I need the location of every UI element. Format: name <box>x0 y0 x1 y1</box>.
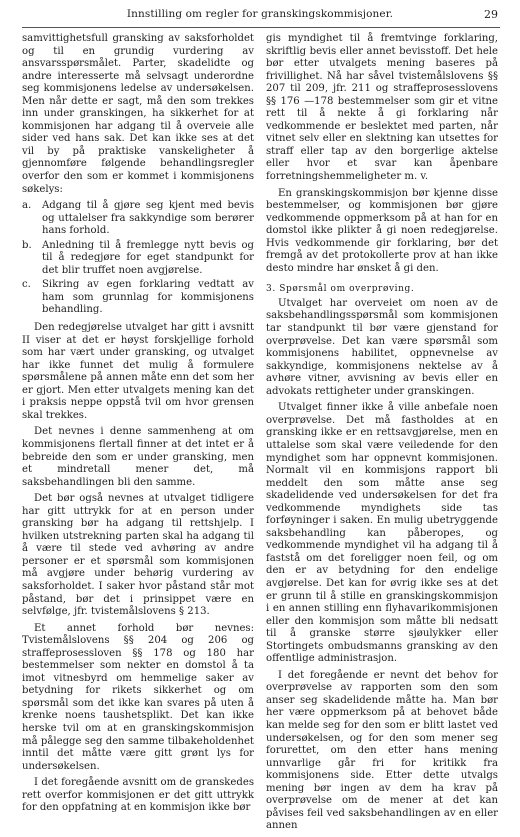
list-marker: b. <box>22 239 32 251</box>
list-item <box>22 200 254 238</box>
paragraph: Et annet forhold bør nevnes: Tvistemålslovens §§ 204 og 206 og straffeprosessloven §§ 178 og 180 har bestemmelser som nekter en domstol å ta imot vitnesbyrd om hemmelige saker av betydning for rikets sikkerhet og om spørsmål som det ikke kan svares på uten å krenke noens taushetsplikt. Det kan ikke herske tvil om at en granskingskommisjon må pålegge seg den samme tilbakeholdenhet inntil det måtte være gitt grønt lys for undersøkelsen. <box>22 622 254 772</box>
list-marker: c. <box>22 279 31 291</box>
paragraph: Det bør også nevnes at utvalget tidligere har gitt uttrykk for at en person under gransking bør ha adgang til rettshjelp. I hvilken utstrekning parten skal ha adgang til å være til stede ved avhøring av andre personer er et spørsmål som kommisjonen må avgjøre under behørig vurdering av saksforholdet. I saker hvor påstand står mot påstand, bør det i prinsippet være en selvfølge, jfr. tvistemålslovens § 213. <box>22 493 254 618</box>
list-item-text: Anledning til å fremlegge nytt bevis og til å redegjøre for eget standpunkt for det blir truffet noen avgjørelse. <box>42 239 254 276</box>
left-column <box>22 33 254 819</box>
paragraph: gis myndighet til å fremtvinge forklaring, skriftlig bevis eller annet bevisstoff. Det hele bør etter utvalgets mening baseres på frivillighet. Nå har såvel tvistemålslovens §§ 207 til 209, jfr. 211 og straffeprosesslovens §§ 176 —178 bestemmelser som gir et vitne rett til å nekte å gi forklaring når vedkommende er beslektet med parten, når vitnet selv eller en slektning kan utsettes for straff eller tap av den borgerlige aktelse eller hvor et svar kan åpenbare forretningshemmeligheter m. v. <box>266 33 498 183</box>
paragraph: En granskingskommisjon bør kjenne disse bestemmelser, og kommisjonen bør gjøre vedkommende oppmerksom på at han for en domstol ikke plikter å gi noen redegjørelse. Hvis vedkommende gir forklaring, bør det fremgå av det protokollerte prov at han ikke desto mindre har ønsket å gi den. <box>266 187 498 274</box>
list-marker: a. <box>22 200 32 212</box>
list-item-text: Sikring av egen forklaring vedtatt av ham som grunnlag for kommisjonens behandling. <box>42 279 254 316</box>
running-title: Innstilling om regler for granskingskommisjoner. <box>126 8 394 20</box>
paragraph: Utvalget finner ikke å ville anbefale noen overprøvelse. Det må fastholdes at en gransking ikke er en rettsavgjørelse, men en uttalelse som skal være veiledende for den myndighet som har oppnevnt kommisjonen. Normalt vil en kommisjons rapport bli meddelt den som måtte anse seg skadelidende ved undersøkelsen for det fra vedkommende myndighets side tas forføyninger i saken. En mulig ubetryggende saksbehandling kan påberopes, og vedkommende myndighet vil ha adgang til å faststå om det foreligger noen feil, og om den er av betydning for den endelige avgjørelse. Det kan for øvrig ikke ses at det er grunn til å stille en granskingskommisjon i en annen stilling enn flyhavarikommisjonen eller den kommisjon som måtte bli nedsatt til å granske større sjøulykker eller Stortingets ombudsmanns gransking av den offentlige administrasjon. <box>266 402 498 665</box>
paragraph: I det foregående avsnitt om de granskedes rett overfor kommisjonen er det gitt uttrykk for den oppfatning at en kommisjon ikke bør <box>22 777 254 814</box>
right-column <box>266 33 498 837</box>
procedure-list <box>22 200 254 317</box>
list-item <box>22 279 254 317</box>
paragraph: samvittighetsfull gransking av saksforholdet og til en grundig vurdering av ansvarsspørsmålet. Parter, skadelidte og andre interesserte må selvsagt underordne seg kommisjonens ledelse av undersøkelsen. Men når dette er sagt, må den som trekkes inn under granskingen, ha sikkerhet for at kommisjonen har adgang til å overveie alle sider ved hans sak. Det kan ikke ses at det vil by på praktiske vanskeligheter å gjennomføre følgende behandlingsregler overfor den som er kommet i kommisjonens søkelys: <box>22 33 254 195</box>
paragraph: I det foregående er nevnt det behov for overprøvelse av rapporten som den som anser seg skadelidende måtte ha. Man bør her være oppmerksom på at behovet både kan melde seg for den som er blitt lastet ved undersøkelsen, og for den som mener seg forurettet, om den etter hans mening unnvarlige går fri for kritikk fra kommisjonens side. Etter dette utvalgs mening bør ingen av dem ha krav på overprøvelse om de mener at det kan påvises feil ved saksbehandlingen av en eller annen <box>266 669 498 832</box>
paragraph: Den redegjørelse utvalget har gitt i avsnitt II viser at det er høyst forskjellige forhold som har vært under gransking, og utvalget har ikke funnet det mulig å formulere spørsmålene på annen måte enn det som her er gjort. Men etter utvalgets mening kan det i praksis neppe oppstå tvil om hvor grensen skal trekkes. <box>22 322 254 421</box>
section-heading: 3. Spørsmål om overprøving. <box>266 284 415 295</box>
paragraph: Det nevnes i denne sammenheng at om kommisjonens flertall finner at det intet er å bebreide den som er under gransking, men et mindretall mener det, må saksbehandlingen bli den samme. <box>22 426 254 488</box>
list-item <box>22 240 254 278</box>
list-item-text: Adgang til å gjøre seg kjent med bevis og uttalelser fra sakkyndige som berører hans forhold. <box>42 200 254 237</box>
paragraph: Utvalget har overveiet om noen av de saksbehandlingsspørsmål som kommisjonen tar standpunkt til bør være gjenstand for overprøvelse. Det kan være spørsmål som kommisjonens habilitet, oppnevnelse av sakkyndige, kommisjonens nektelse av å avhøre vitner, avvisning av bevis eller en advokats rettigheter under granskingen. <box>266 297 498 397</box>
page-number: 29 <box>484 8 498 21</box>
header-rule <box>22 27 500 28</box>
page-header <box>0 8 520 24</box>
